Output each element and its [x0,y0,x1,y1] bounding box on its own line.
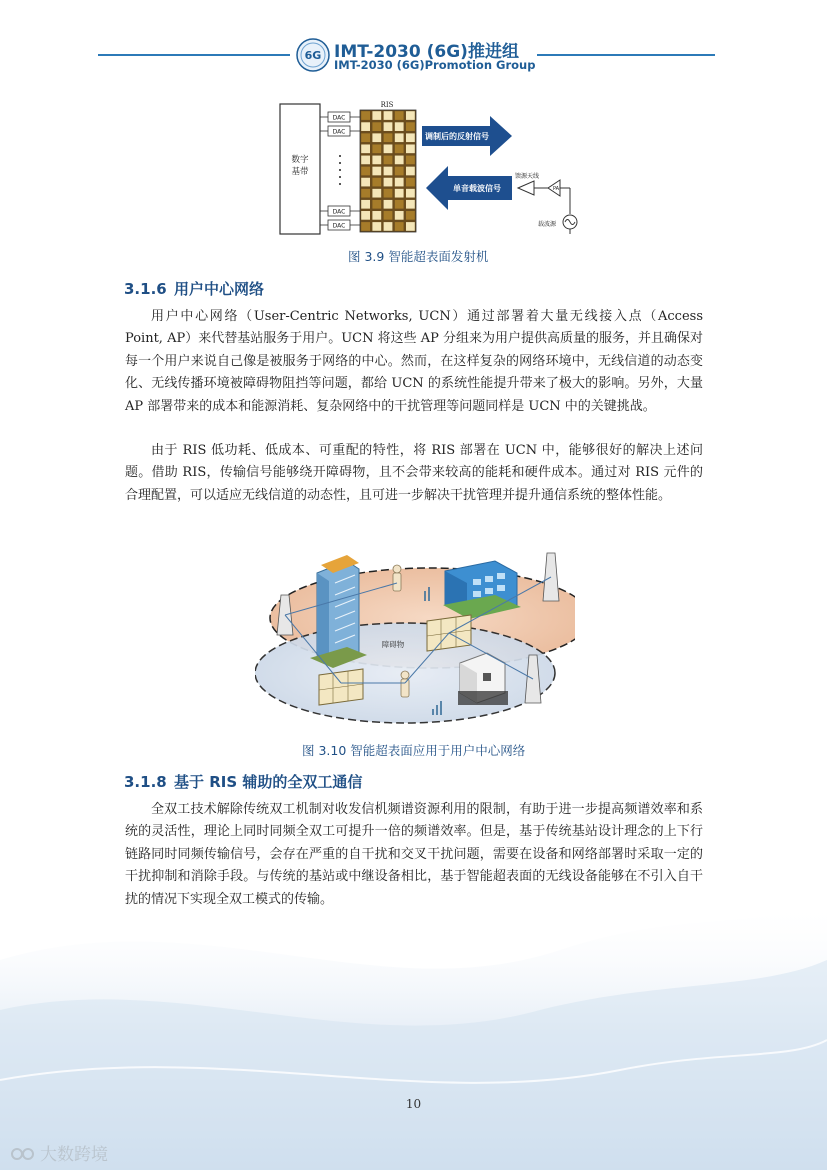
feed-antenna-label: 馈源天线 [514,173,540,180]
header-title: IMT-2030 (6G)推进组 [334,42,519,62]
ris-element [406,167,415,176]
ris-element [406,133,415,142]
ris-element [384,144,393,153]
ris-element [361,133,370,142]
ris-element [384,222,393,231]
ris-element [406,189,415,198]
ris-element [361,189,370,198]
ris-element [361,111,370,120]
ris-label: RIS [380,101,394,109]
ris-element [384,156,393,165]
ris-element [395,222,404,231]
ris-element [372,189,381,198]
ris-element [406,156,415,165]
ris-element [372,144,381,153]
ris-element [361,211,370,220]
header-subtitle: IMT-2030 (6G)Promotion Group [334,58,536,72]
paragraph-ris-in-ucn: 由于 RIS 低功耗、低成本、可重配的特性，将 RIS 部署在 UCN 中，能够很好的解决上述问题。借助 RIS，传输信号能够绕开障碍物，且不会带来较高的能耗和硬件成本。通过对 RIS 元件的合理配置，可以适应无线信道的动态性，且可进一步解决干扰管理并提升通信系统的整体性能。 [125,443,703,503]
obstacle-label: 障碍物 [381,640,405,649]
ris-element [384,111,393,120]
ris-element [395,178,404,187]
ris-element [384,211,393,220]
pa-label: PA [552,186,560,192]
ellipsis-dots [339,155,341,185]
ris-element [395,211,404,220]
ris-element [406,144,415,153]
section-number: 3.1.8 [124,773,167,791]
ris-element [384,200,393,209]
dac-label: DAC [332,128,346,136]
carrier-source-label: 载波源 [537,221,557,228]
section-heading-3-1-8 [124,771,362,792]
page-number: 10 [405,1097,422,1111]
ris-element [372,167,381,176]
ris-element [395,133,404,142]
ris-element [361,222,370,231]
ris-element [372,200,381,209]
baseband-label-2: 基带 [291,167,309,177]
ris-element [384,189,393,198]
feed-antenna-icon [518,181,534,195]
ris-element [395,156,404,165]
ris-element [406,200,415,209]
ris-element [384,178,393,187]
paragraph-full-duplex: 全双工技术解除传统双工机制对收发信机频谱资源利用的限制，有助于进一步提高频谱效率和系统的灵活性，理论上同时同频全双工可提升一倍的频谱效率。但是，基于传统基站设计理念的上下行链路同时同频传输信号，会存在严重的自干扰和交叉干扰问题，需要在设备和网络部署时采取一定的干扰抑制和消除手段。与传统的基站或中继设备相比，基于智能超表面的无线设备能够在不引入自干扰的情况下实现全双工模式的传输。 [125,802,703,907]
ris-element-grid [360,110,416,232]
reflected-signal-label: 调制后的反射信号 [425,131,489,141]
svg-text:6G: 6G [304,49,322,62]
ris-element [372,111,381,120]
paragraph-ucn-intro: 用户中心网络（User-Centric Networks, UCN）通过部署着大量无线接入点（Access Point, AP）来代替基站服务于用户。UCN 将这些 AP 分组来为用户提供高质量的服务，并且确保对每一个用户来说自己像是被服务于网络的中心。然而，在这样复杂的网络环境中，无线信道的动态变化、无线传播环境被障碍物阻挡等问题，都给 UCN 的系统性能提升带来了极大的影响。另外，大量 AP 部署带来的成本和能源消耗、复杂网络中的干扰管理等问题同样是 UCN 中的关键挑战。 [125,309,704,414]
ris-panel-lower-icon [319,669,363,705]
baseband-label: 数字 [291,155,309,165]
watermark-text: 大数跨境 [40,1145,108,1165]
ris-element [384,122,393,131]
ris-element [372,122,381,131]
imt2030-logo-icon [296,38,330,72]
watermark-logo-icon [10,1145,40,1163]
section-title: 用户中心网络 [174,280,265,298]
figure-3-9-caption: 图 3.9 智能超表面发射机 [348,249,489,264]
ris-element [406,122,415,131]
ris-element [372,178,381,187]
ris-element [361,167,370,176]
figure-3-10-caption: 图 3.10 智能超表面应用于用户中心网络 [302,743,526,758]
header-rule-left [98,54,290,56]
ris-element [372,156,381,165]
ris-element [395,122,404,131]
skyscraper-icon [310,555,367,668]
watermark [10,1140,108,1165]
ris-element [372,222,381,231]
ris-transmitter-diagram [272,98,590,238]
ris-element [395,189,404,198]
ris-element [406,111,415,120]
ris-element [361,156,370,165]
ucn-ris-illustration [255,543,575,733]
ris-element [384,167,393,176]
ris-element [395,200,404,209]
dac-label: DAC [332,208,346,216]
section-title: 基于 RIS 辅助的全双工通信 [174,773,363,791]
ris-element [361,178,370,187]
section-heading-3-1-6 [124,278,264,299]
ris-element [384,133,393,142]
ris-element [372,133,381,142]
ris-element [361,122,370,131]
dac-label: DAC [332,222,346,230]
ris-element [395,167,404,176]
header-rule-right [537,54,715,56]
section-number: 3.1.6 [124,280,167,298]
single-tone-label: 单音载波信号 [453,183,501,193]
ris-element [406,211,415,220]
ris-element [406,178,415,187]
ris-element [406,222,415,231]
page-header [0,34,827,78]
ris-element [372,211,381,220]
ris-element [395,111,404,120]
ris-element [395,144,404,153]
ris-element [361,200,370,209]
ris-element [361,144,370,153]
dac-label: DAC [332,114,346,122]
